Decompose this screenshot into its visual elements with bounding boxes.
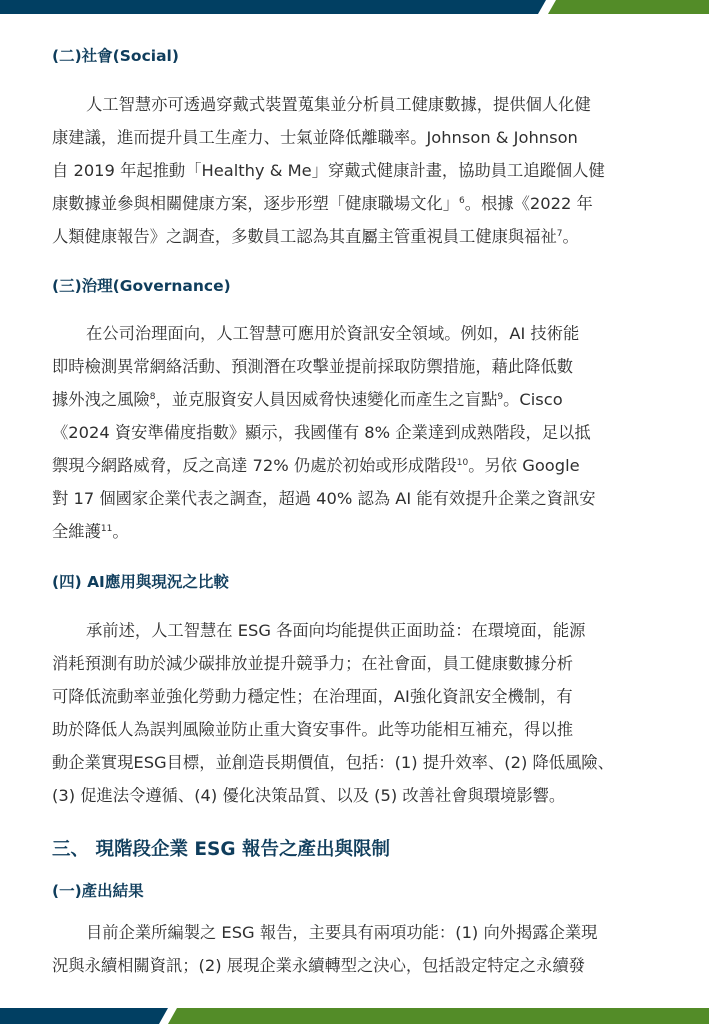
text-line: 據外洩之風險$^8$，並克服資安人員因威脅快速變化而產生之盲點$^9$。Cisco: [52, 390, 563, 409]
footnote-ref[interactable]: 11: [100, 524, 113, 534]
text-line: 康數據並參與相關健康方案，逐步形塑「健康職場文化」$^6$。根據《2022 年: [52, 194, 593, 213]
text-line: 禦現今網路威脅，反之高達 72% 仍處於初始或形成階段$^{10}$。另依 Google: [52, 456, 580, 475]
text-line: (3) 促進法令遵循、(4) 優化決策品質、以及 (5) 改善社會與環境影響。: [52, 786, 566, 805]
text-line: 況與永續相關資訊；(2) 展現企業永續轉型之決心，包括設定特定之永續發: [52, 956, 585, 975]
text-line: 自 2019 年起推動「Healthy & Me」穿戴式健康計畫，協助員工追蹤個人健: [52, 161, 605, 180]
paragraph-governance: [52, 317, 658, 548]
text-line: 康建議，進而提升員工生產力、士氣並降低離職率。Johnson & Johnson: [52, 128, 578, 147]
paragraph-social: [52, 88, 658, 253]
footnote-ref[interactable]: 6: [459, 196, 465, 206]
text-line: 對 17 個國家企業代表之調查，超過 40% 認為 AI 能有效提升企業之資訊安: [52, 489, 596, 508]
top-decorative-bar: [0, 0, 709, 14]
footnote-ref[interactable]: 10: [456, 458, 469, 468]
bottom-decorative-bar: [0, 1008, 709, 1024]
heading-output-results: (一)產出結果: [52, 882, 144, 900]
text-line: 助於降低人為誤判風險並防止重大資安事件。此等功能相互補充，得以推: [52, 720, 574, 739]
footnote-ref[interactable]: 9: [497, 392, 504, 402]
text-line: 人工智慧亦可透過穿戴式裝置蒐集並分析員工健康數據，提供個人化健: [86, 95, 591, 114]
text-line: 在公司治理面向，人工智慧可應用於資訊安全領域。例如，AI 技術能: [86, 324, 580, 343]
heading-comparison: (四) AI應用與現況之比較: [52, 573, 229, 591]
paragraph-comparison: [52, 614, 658, 812]
text-line: 動企業實現ESG目標，並創造長期價值，包括：(1) 提升效率、(2) 降低風險、: [52, 753, 614, 772]
text-line: 全維護$^{11}$。: [52, 522, 129, 541]
heading-chapter-3: 三、 現階段企業 ESG 報告之產出與限制: [52, 839, 390, 860]
text-line: 承前述，人工智慧在 ESG 各面向均能提供正面助益：在環境面，能源: [86, 621, 586, 640]
text-line: 消耗預測有助於減少碳排放並提升競爭力；在社會面，員工健康數據分析: [52, 654, 574, 673]
text-line: 可降低流動率並強化勞動力穩定性；在治理面，AI強化資訊安全機制，有: [52, 687, 573, 706]
footnote-ref[interactable]: 8: [149, 392, 156, 402]
text-line: 目前企業所編製之 ESG 報告，主要具有兩項功能：(1) 向外揭露企業現: [86, 923, 598, 942]
text-line: 人類健康報告》之調查，多數員工認為其直屬主管重視員工健康與福祉$^7$。: [52, 227, 579, 246]
text-line: 即時檢測異常網絡活動、預測潛在攻擊並提前採取防禦措施，藉此降低數: [52, 357, 574, 376]
paragraph-output-results: [52, 916, 658, 982]
footnote-ref[interactable]: 7: [556, 229, 563, 239]
heading-governance: (三)治理(Governance): [52, 277, 231, 295]
heading-social: (二)社會(Social): [52, 47, 179, 65]
text-line: 《2024 資安準備度指數》顯示，我國僅有 8% 企業達到成熟階段，足以抵: [52, 423, 591, 442]
